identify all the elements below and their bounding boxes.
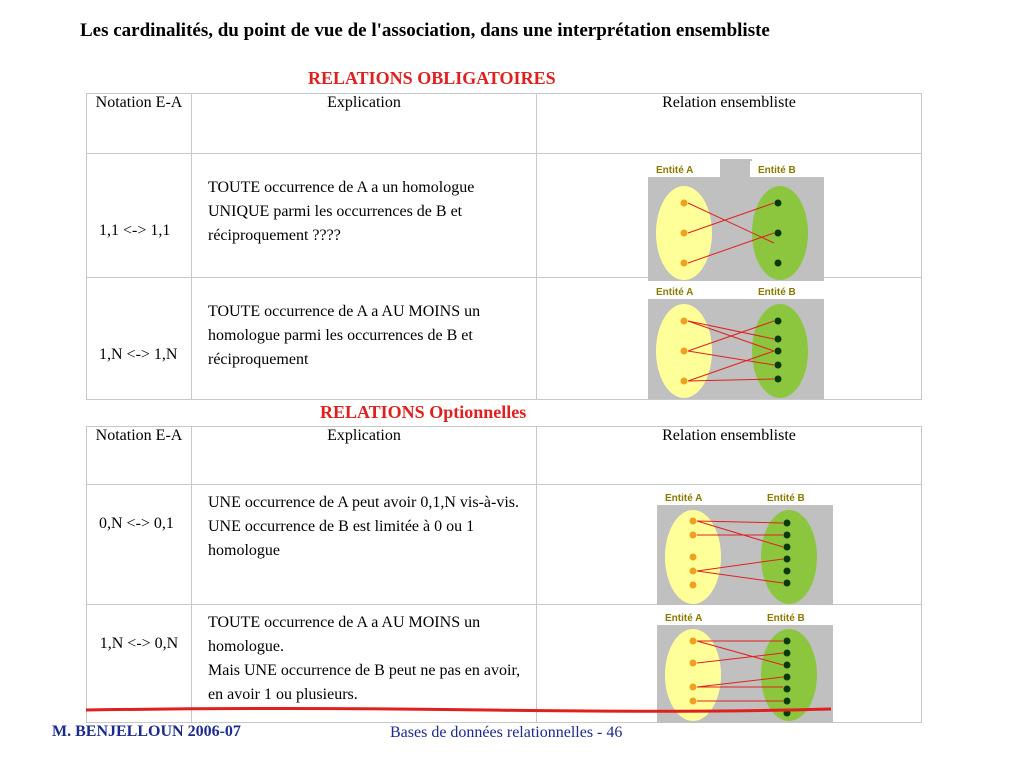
entity-b-label: Entité B <box>767 493 805 504</box>
notation-cell: 1,1 <-> 1,1 <box>87 154 192 278</box>
header-relation: Relation ensembliste <box>537 427 922 485</box>
footer-author: M. BENJELLOUN 2006-07 <box>52 723 241 740</box>
table-row <box>87 278 922 400</box>
entity-a-label: Entité A <box>665 613 703 624</box>
explication-line: UNE occurrence de A peut avoir 0,1,N vis-à-vis. <box>208 494 520 511</box>
explication-cell <box>192 605 537 723</box>
explication-line: TOUTE occurrence de A a AU MOINS un homologue. <box>208 614 481 655</box>
entity-b-label: Entité B <box>758 287 796 298</box>
header-notation: Notation E-A <box>87 427 192 485</box>
diagram-background-notch <box>720 159 752 177</box>
set-diagram-0n-01 <box>657 487 833 605</box>
table-row <box>87 605 922 723</box>
header-explication: Explication <box>192 94 537 154</box>
relation-cell <box>537 485 922 605</box>
explication-cell <box>192 485 537 605</box>
entity-a-label: Entité A <box>656 287 694 298</box>
table-row <box>87 485 922 605</box>
notation-cell: 1,N <-> 0,N <box>87 605 192 723</box>
entity-b-label: Entité B <box>767 613 805 624</box>
table-row <box>87 154 922 278</box>
page-title: Les cardinalités, du point de vue de l'association, dans une interprétation ensembliste <box>80 20 770 41</box>
table-obligatoires <box>86 93 922 400</box>
section-heading-optionnelles: RELATIONS Optionnelles <box>320 402 527 422</box>
set-diagram-1-1 <box>648 159 824 281</box>
table-optionnelles <box>86 426 922 723</box>
entity-a-label: Entité A <box>665 493 703 504</box>
header-explication: Explication <box>192 427 537 485</box>
explication-line: UNE occurrence de B est limitée à 0 ou 1 homologue <box>208 518 475 559</box>
explication-cell: TOUTE occurrence de A a un homologue UNIQUE parmi les occurrences de B et réciproquement ???? <box>192 154 537 278</box>
relation-cell <box>537 278 922 400</box>
footer-red-stroke <box>86 706 831 714</box>
explication-cell: TOUTE occurrence de A a AU MOINS un homologue parmi les occurrences de B et réciproquement <box>192 278 537 400</box>
relation-cell <box>537 605 922 723</box>
notation-cell: 0,N <-> 0,1 <box>87 485 192 605</box>
section-heading-obligatoires: RELATIONS OBLIGATOIRES <box>308 68 556 88</box>
notation-cell: 1,N <-> 1,N <box>87 278 192 400</box>
set-diagram-1n-1n <box>648 281 824 399</box>
relation-cell <box>537 154 922 278</box>
entity-b-label: Entité B <box>758 165 796 176</box>
entity-a-label: Entité A <box>656 165 694 176</box>
explication-line: Mais UNE occurrence de B peut ne pas en avoir, en avoir 1 ou plusieurs. <box>208 662 521 703</box>
header-notation: Notation E-A <box>87 94 192 154</box>
header-relation: Relation ensembliste <box>537 94 922 154</box>
footer-course: Bases de données relationnelles - 46 <box>390 724 623 741</box>
